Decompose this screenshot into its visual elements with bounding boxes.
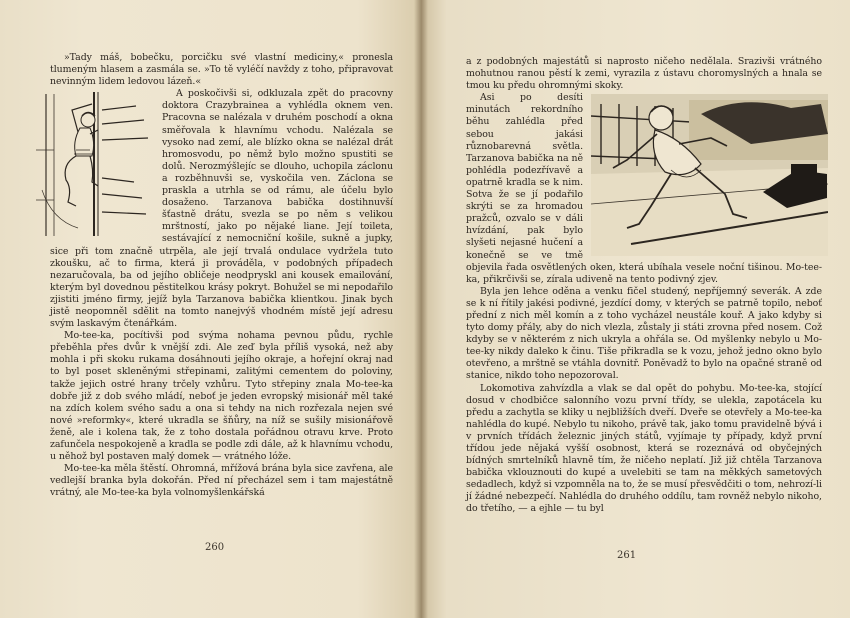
left-paragraph-1: »Tady máš, bobečku, porcičku své vlastní mediciny,« pronesla tlumeným hlasem a zasmála se. »To tě vyléčí navždy z toho, připravovat nevinným lidem ledovou lázeň.« xyxy=(50,52,393,88)
right-page-number: 261 xyxy=(617,550,637,561)
left-paragraph-3: Mo-tee-ka, pocítivši pod svýma nohama pevnou půdu, rychle přeběhla přes dvůr k vnější zdi. Ale zeď byla příliš vysoká, než aby mohla i při skoku rukama dosáhnouti jejího okraje, a hořejní okraj nad to byl poset skleněnými střepinami, zalitými cementem do poloviny, takže jejich ostré hrany trčely vzhůru. Tyto střepiny znala Mo-tee-ka dobře již z dob svého mládí, neboť je jeden evropský misionář měl také na zdích kolem svého sadu a ona si tehdy na nich rozřezala nejen své nové »reformky«, které ukradla se šňůry, na níž se sušily misionářově ženě, ale i kolena tak, že z toho dostala pořádnou otravu krve. Proto zafunčela nespokojeně a kradla se podle zdi dále, až k hlavnímu vchodu, u něhož byl postaven malý domek — vrátného lóže. xyxy=(50,330,393,463)
left-paragraph-2 xyxy=(50,88,393,330)
book-gutter xyxy=(414,0,428,618)
illustration-running-woman-train xyxy=(591,94,828,256)
right-paragraph-2 xyxy=(466,92,822,286)
right-paragraph-4: Lokomotiva zahvízdla a vlak se dal opět do pohybu. Mo-tee-ka, stojící dosud v chodbičce salonního vozu první třídy, se ulekla, zapotácela ku předu a zachytla se kliky u nejbližších dveří. Dveře se otevřely a Mo-tee-ka nahlédla do kupé. Nebylo tu nikoho, právě tak, jako tomu pravidelně bývá i v prvních třídách železnic jiných států, vyjímaje ty případy, když první třídou jede nějaká vyšší osobnost, která se rozeznává od obyčejných bídných smrtelníků hlavně tím, že ničeho neplatí. Již již chtěla Tarzanova babička vklouznouti do kupé a uvelebiti se tam na měkkých sametových sedadlech, když si vzpomněla na to, že se musí přesvědčiti o tom, nehrozí-li jí žádné nebezpečí. Nahlédla do druhého oddílu, tam rovněž nebylo nikoho, do třetího, — a ejhle — tu byl xyxy=(466,382,822,515)
left-page-number: 260 xyxy=(205,542,225,553)
right-page xyxy=(421,0,850,618)
left-paragraph-2-text: A poskočivši si, odkluzala zpět do pracovny doktora Crazybrainea a vyhlédla oknem ven. Pracovna se nalézala v druhém poschodí a okna směřovala k hlavnímu vchodu. Nalézala se vysoko nad zemí, ale blízko okna se nalézal drát hromosvodu, po němž bylo možno spustiti se dolů. Nerozmýšlejíc se dlouho, uchopila záclonu a rozběhnuvši se, vyskočila ven. Záclona se praskla a utrhla se od rámu, ale účelu bylo dosaženo. Tarzanova babička dostihnuvší šťastně drátu, svezla se po něm s velikou mrštností, jako po nějaké liane. Její toileta, sestávající z nemocniční košile, sukně a jupky, sice při tom značně utrpěla, ale její trvalá ondulace vydržela tuto zkoušku, ač to firma, která ji prováděla, v podobných případech nezaručovala, ba od jejího obličeje neodpryskl ani kousek emailování, kterým byl dovednou pěstitelkou krásy pokryt. Bohužel se mi nepodařilo zjistiti jméno firmy, jejíž byla Tarzanova babička klientkou. Jinak bych jistě neopomněl sdělit na tomto nanejvýš vhodném místě její adresu svým laskavým čtenářkám. xyxy=(50,88,393,330)
right-page-text xyxy=(466,56,822,516)
right-paragraph-2-text: Asi po desíti minutách rekordního běhu zahlédla před sebou jakási různobarevná světla. Tarzanova babička na ně pohlédla podezřívavě a opatrně kradla se k nim. Sotva že se jí podařilo skrýti se za hromadou pražců, ozvalo se v dáli hvízdání, pak bylo slyšeti nejasné hučení a konečně se ve tmě objevila řada osvětlených oken, která ubíhala vesele noční tišinou. Mo-tee-ka, přikrčivši se, zírala udiveně na tento podivný zjev. xyxy=(466,92,822,285)
left-paragraph-4: Mo-tee-ka měla štěstí. Ohromná, mřížová brána byla sice zavřena, ale vedlejší branka byla dokořán. Před ní přecházel sem i tam majestátně vrátný, ale Mo-tee-ka byla volnomyšlenkářská xyxy=(50,463,393,499)
illustration-climbing-woman xyxy=(32,90,152,238)
left-page-text xyxy=(50,52,393,499)
right-paragraph-1: a z podobných majestátů si naprosto ničeho nedělala. Srazivši vrátného mohutnou ranou pěstí k zemi, vyrazila z ústavu choromyslných a hnala se tmou ku předu ohromnými skoky. xyxy=(466,56,822,92)
right-paragraph-3: Byla jen lehce oděna a venku fičel studený, nepříjemný severák. A zde se k ní řítily jakési podivné, jezdící domy, v kterých se patrně topilo, neboť přední z nich měl komín a z toho vycházel neustále kouř. A jako kdyby si tyto domy přály, aby do nich vlezla, zůstaly ji státi zrovna před nosem. Což kdyby se v některém z nich ukryla a ohřála se. Od myšlenky nebylo u Mo-tee-ky nikdy daleko k činu. Tiše přikradla se k vozu, jehož jedno okno bylo otevřeno, a mrštně se vtáhla dovnitř. Poněvadž to bylo na opačné straně od stanice, nikdo toho nepozoroval. xyxy=(466,285,822,382)
left-page xyxy=(0,0,421,618)
